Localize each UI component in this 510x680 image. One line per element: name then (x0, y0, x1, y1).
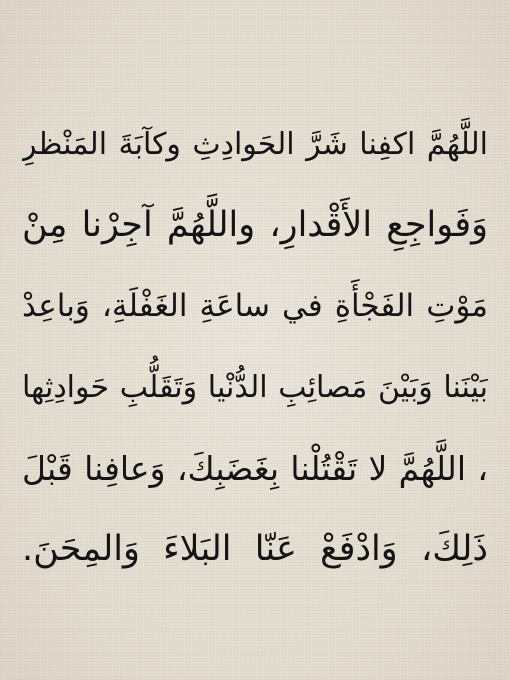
prayer-text (22, 104, 488, 590)
prayer-line-1: اللَّهُمَّ اكفِنا شَرَّ الحَوادِثِ وكآبَةَ المَنْظرِ (22, 127, 488, 162)
prayer-line-4: بَيْنَنا وَبَيْنَ مَصائِبِ الدُّنْيا وَتَقَلُّبِ حَوادِثِها (22, 370, 488, 405)
prayer-line-6: ذَلِكَ، وَادْفَعْ عَنّا البَلاءَ وَالمِحَنَ. (22, 529, 488, 569)
prayer-line-3: مَوْتِ الفَجْأَةِ في ساعَةِ الغَفْلَةِ، وَباعِدْ (22, 288, 488, 324)
prayer-line-2: وَفَواجِعِ الأَقْدارِ، واللَّهُمَّ آجِرْنا مِنْ (22, 205, 488, 245)
prayer-line-5: ، اللَّهُمَّ لا تَقْتُلْنا بِغَضَبِكَ، وَعافِنا قَبْلَ (22, 449, 488, 488)
